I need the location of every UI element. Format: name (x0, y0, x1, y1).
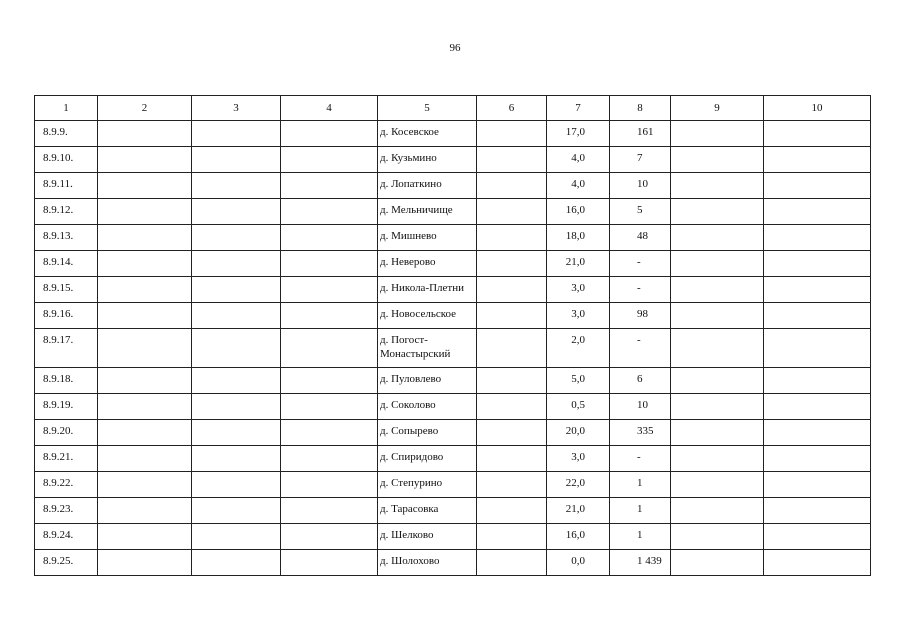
distance-cell: 18,0 (547, 225, 610, 251)
population-cell: - (610, 277, 671, 303)
population-cell: 1 (610, 498, 671, 524)
settlement-name-cell: д. Шелково (378, 524, 477, 550)
col2-cell (98, 329, 192, 368)
population-cell: - (610, 251, 671, 277)
distance-cell: 0,0 (547, 550, 610, 576)
col4-cell (281, 446, 378, 472)
col9-cell (671, 329, 764, 368)
col4-cell (281, 368, 378, 394)
col6-cell (477, 550, 547, 576)
distance-cell: 20,0 (547, 420, 610, 446)
col10-cell (764, 446, 871, 472)
population-cell: - (610, 446, 671, 472)
col6-cell (477, 277, 547, 303)
table-row (35, 446, 871, 472)
row-number-cell: 8.9.25. (35, 550, 98, 576)
col3-cell (192, 329, 281, 368)
header-cell: 5 (378, 96, 477, 121)
table-row (35, 329, 871, 368)
col6-cell (477, 472, 547, 498)
row-number-cell: 8.9.20. (35, 420, 98, 446)
col3-cell (192, 199, 281, 225)
col6-cell (477, 199, 547, 225)
row-number-cell: 8.9.18. (35, 368, 98, 394)
table-row (35, 303, 871, 329)
settlement-name-cell: д. Лопаткино (378, 173, 477, 199)
col6-cell (477, 446, 547, 472)
col10-cell (764, 173, 871, 199)
table-row (35, 420, 871, 446)
col2-cell (98, 524, 192, 550)
col2-cell (98, 446, 192, 472)
row-number-cell: 8.9.12. (35, 199, 98, 225)
settlement-name-cell: д. Соколово (378, 394, 477, 420)
population-cell: 1 439 (610, 550, 671, 576)
settlements-table (34, 95, 871, 576)
settlement-name-cell: д. Никола-Плетни (378, 277, 477, 303)
col4-cell (281, 147, 378, 173)
col10-cell (764, 498, 871, 524)
col9-cell (671, 251, 764, 277)
population-cell: 10 (610, 394, 671, 420)
col9-cell (671, 225, 764, 251)
col6-cell (477, 394, 547, 420)
col3-cell (192, 277, 281, 303)
col3-cell (192, 303, 281, 329)
settlement-name-cell: д. Погост-Монастырский (378, 329, 477, 368)
col3-cell (192, 446, 281, 472)
row-number-cell: 8.9.23. (35, 498, 98, 524)
col6-cell (477, 303, 547, 329)
col6-cell (477, 420, 547, 446)
col6-cell (477, 498, 547, 524)
col4-cell (281, 394, 378, 420)
col10-cell (764, 420, 871, 446)
settlement-name-cell: д. Степурино (378, 472, 477, 498)
col4-cell (281, 550, 378, 576)
header-cell: 1 (35, 96, 98, 121)
settlement-name-cell: д. Тарасовка (378, 498, 477, 524)
population-cell: - (610, 329, 671, 368)
col10-cell (764, 329, 871, 368)
col3-cell (192, 420, 281, 446)
distance-cell: 21,0 (547, 251, 610, 277)
header-cell: 4 (281, 96, 378, 121)
col2-cell (98, 368, 192, 394)
row-number-cell: 8.9.10. (35, 147, 98, 173)
col3-cell (192, 251, 281, 277)
col9-cell (671, 199, 764, 225)
col2-cell (98, 394, 192, 420)
col4-cell (281, 420, 378, 446)
distance-cell: 16,0 (547, 524, 610, 550)
col4-cell (281, 472, 378, 498)
header-cell: 7 (547, 96, 610, 121)
distance-cell: 4,0 (547, 147, 610, 173)
distance-cell: 0,5 (547, 394, 610, 420)
page-number: 96 (449, 42, 461, 54)
population-cell: 48 (610, 225, 671, 251)
population-cell: 335 (610, 420, 671, 446)
col3-cell (192, 147, 281, 173)
col2-cell (98, 277, 192, 303)
row-number-cell: 8.9.24. (35, 524, 98, 550)
col4-cell (281, 121, 378, 147)
col6-cell (477, 368, 547, 394)
table-row (35, 277, 871, 303)
col10-cell (764, 524, 871, 550)
header-row (35, 96, 871, 121)
settlement-name-cell: д. Кузьмино (378, 147, 477, 173)
row-number-cell: 8.9.16. (35, 303, 98, 329)
row-number-cell: 8.9.19. (35, 394, 98, 420)
col10-cell (764, 550, 871, 576)
table-row (35, 251, 871, 277)
distance-cell: 16,0 (547, 199, 610, 225)
col3-cell (192, 524, 281, 550)
col2-cell (98, 225, 192, 251)
col9-cell (671, 121, 764, 147)
col2-cell (98, 121, 192, 147)
settlement-name-cell: д. Мельничище (378, 199, 477, 225)
row-number-cell: 8.9.17. (35, 329, 98, 368)
col6-cell (477, 524, 547, 550)
col4-cell (281, 498, 378, 524)
header-cell: 8 (610, 96, 671, 121)
row-number-cell: 8.9.9. (35, 121, 98, 147)
col4-cell (281, 251, 378, 277)
row-number-cell: 8.9.11. (35, 173, 98, 199)
table-row (35, 524, 871, 550)
col4-cell (281, 277, 378, 303)
settlement-name-cell: д. Новосельское (378, 303, 477, 329)
settlement-name-cell: д. Спиридово (378, 446, 477, 472)
distance-cell: 2,0 (547, 329, 610, 368)
population-cell: 1 (610, 472, 671, 498)
col2-cell (98, 303, 192, 329)
distance-cell: 21,0 (547, 498, 610, 524)
col4-cell (281, 225, 378, 251)
col6-cell (477, 147, 547, 173)
col6-cell (477, 251, 547, 277)
table-body (35, 121, 871, 576)
population-cell: 10 (610, 173, 671, 199)
col6-cell (477, 225, 547, 251)
col2-cell (98, 472, 192, 498)
table-row (35, 147, 871, 173)
col9-cell (671, 394, 764, 420)
col6-cell (477, 329, 547, 368)
population-cell: 7 (610, 147, 671, 173)
col9-cell (671, 147, 764, 173)
col10-cell (764, 225, 871, 251)
table-row (35, 199, 871, 225)
row-number-cell: 8.9.22. (35, 472, 98, 498)
table-row (35, 225, 871, 251)
table-row (35, 368, 871, 394)
col4-cell (281, 303, 378, 329)
settlement-name-cell: д. Шолохово (378, 550, 477, 576)
table-row (35, 472, 871, 498)
row-number-cell: 8.9.14. (35, 251, 98, 277)
col2-cell (98, 550, 192, 576)
col10-cell (764, 251, 871, 277)
table-row (35, 121, 871, 147)
col6-cell (477, 121, 547, 147)
col10-cell (764, 121, 871, 147)
settlement-name-cell: д. Сопырево (378, 420, 477, 446)
distance-cell: 5,0 (547, 368, 610, 394)
col10-cell (764, 147, 871, 173)
population-cell: 98 (610, 303, 671, 329)
header-cell: 10 (764, 96, 871, 121)
col9-cell (671, 368, 764, 394)
col3-cell (192, 368, 281, 394)
col2-cell (98, 420, 192, 446)
col2-cell (98, 173, 192, 199)
col9-cell (671, 498, 764, 524)
col10-cell (764, 368, 871, 394)
row-number-cell: 8.9.21. (35, 446, 98, 472)
distance-cell: 17,0 (547, 121, 610, 147)
col4-cell (281, 329, 378, 368)
settlement-name-cell: д. Косевское (378, 121, 477, 147)
distance-cell: 22,0 (547, 472, 610, 498)
col3-cell (192, 173, 281, 199)
header-cell: 6 (477, 96, 547, 121)
distance-cell: 4,0 (547, 173, 610, 199)
col10-cell (764, 472, 871, 498)
row-number-cell: 8.9.13. (35, 225, 98, 251)
col9-cell (671, 524, 764, 550)
col4-cell (281, 173, 378, 199)
population-cell: 5 (610, 199, 671, 225)
col3-cell (192, 550, 281, 576)
col9-cell (671, 550, 764, 576)
col9-cell (671, 277, 764, 303)
population-cell: 6 (610, 368, 671, 394)
header-cell: 9 (671, 96, 764, 121)
distance-cell: 3,0 (547, 446, 610, 472)
col2-cell (98, 147, 192, 173)
population-cell: 161 (610, 121, 671, 147)
header-cell: 3 (192, 96, 281, 121)
col10-cell (764, 199, 871, 225)
col10-cell (764, 303, 871, 329)
col9-cell (671, 173, 764, 199)
col10-cell (764, 394, 871, 420)
col10-cell (764, 277, 871, 303)
settlement-name-cell: д. Неверово (378, 251, 477, 277)
col9-cell (671, 420, 764, 446)
table-row (35, 498, 871, 524)
header-cell: 2 (98, 96, 192, 121)
col2-cell (98, 251, 192, 277)
col2-cell (98, 498, 192, 524)
table-row (35, 394, 871, 420)
col3-cell (192, 225, 281, 251)
col9-cell (671, 303, 764, 329)
population-cell: 1 (610, 524, 671, 550)
settlement-name-cell: д. Мишнево (378, 225, 477, 251)
col3-cell (192, 394, 281, 420)
settlement-name-cell: д. Пуловлево (378, 368, 477, 394)
col3-cell (192, 498, 281, 524)
col4-cell (281, 524, 378, 550)
col3-cell (192, 121, 281, 147)
row-number-cell: 8.9.15. (35, 277, 98, 303)
col4-cell (281, 199, 378, 225)
table-row (35, 173, 871, 199)
col9-cell (671, 446, 764, 472)
distance-cell: 3,0 (547, 277, 610, 303)
distance-cell: 3,0 (547, 303, 610, 329)
col6-cell (477, 173, 547, 199)
table-row (35, 550, 871, 576)
col2-cell (98, 199, 192, 225)
col3-cell (192, 472, 281, 498)
col9-cell (671, 472, 764, 498)
